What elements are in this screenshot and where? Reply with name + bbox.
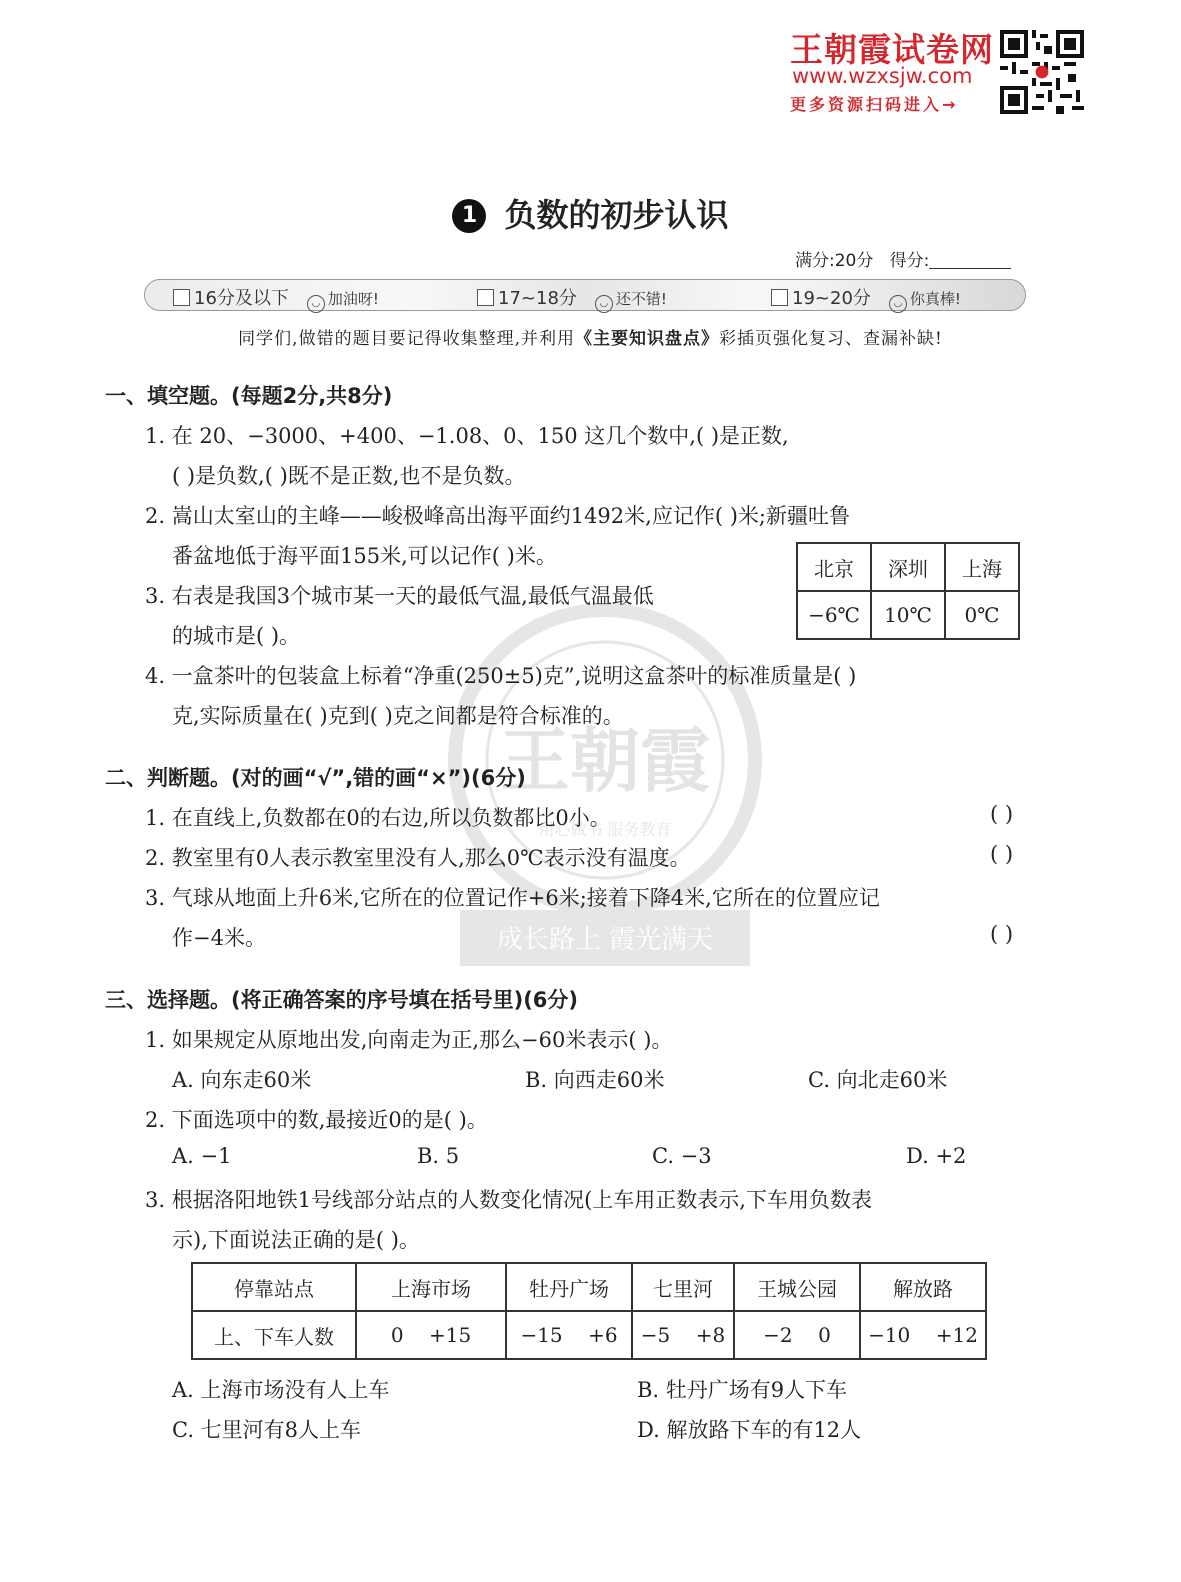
s3-q1-option-a: A. 向东走60米 bbox=[172, 1068, 312, 1092]
metro-station-table bbox=[191, 1262, 987, 1360]
table-header-cell: 上海市场 bbox=[356, 1263, 506, 1311]
table-row-label: 上、下车人数 bbox=[192, 1311, 356, 1359]
s1-q2-line1: 2. 嵩山太室山的主峰——峻极峰高出海平面约1492米,应记作( )米;新疆吐鲁 bbox=[145, 504, 850, 528]
table-header-cell: 牡丹广场 bbox=[506, 1263, 632, 1311]
score-label: 得分: bbox=[889, 251, 930, 271]
table-header-cell: 上海 bbox=[945, 543, 1019, 591]
checkbox[interactable] bbox=[173, 289, 190, 306]
s2-q3-line2: 作−4米。 bbox=[172, 926, 266, 950]
watermark-text-mid: 用心做书 服务教育 bbox=[538, 820, 672, 839]
grading-band bbox=[144, 279, 1026, 311]
section-3-heading: 三、选择题。(将正确答案的序号填在括号里)(6分) bbox=[105, 988, 579, 1012]
page-title bbox=[0, 190, 1181, 236]
brand-url[interactable]: www.wzxsjw.com bbox=[792, 64, 973, 88]
table-cell: 10℃ bbox=[871, 591, 945, 639]
city-temperature-table bbox=[796, 542, 1020, 640]
brand-title: 王朝霞试卷网 bbox=[790, 30, 994, 69]
s1-q2-line2: 番盆地低于海平面155米,可以记作( )米。 bbox=[172, 544, 557, 568]
s1-q3-line1: 3. 右表是我国3个城市某一天的最低气温,最低气温最低 bbox=[145, 584, 654, 608]
band-item-high bbox=[771, 284, 961, 313]
title-number-badge: 1 bbox=[452, 199, 486, 233]
s3-q3-line2: 示),下面说法正确的是( )。 bbox=[172, 1228, 420, 1252]
s2-q3-line1: 3. 气球从地面上升6米,它所在的位置记作+6米;接着下降4米,它所在的位置应记 bbox=[145, 886, 880, 910]
s1-q4-line2: 克,实际质量在( )克到( )克之间都是符合标准的。 bbox=[172, 704, 624, 728]
watermark-text-top: 王朝霞 bbox=[500, 719, 710, 802]
title-text: 负数的初步认识 bbox=[504, 196, 729, 234]
table-header-cell: 深圳 bbox=[871, 543, 945, 591]
s3-q3-option-b: B. 牡丹广场有9人下车 bbox=[637, 1378, 848, 1402]
table-header-cell: 王城公园 bbox=[734, 1263, 860, 1311]
table-cell: −15 +6 bbox=[506, 1311, 632, 1359]
s3-q3-option-d: D. 解放路下车的有12人 bbox=[637, 1418, 862, 1442]
notice-bold: 《主要知识盘点》 bbox=[574, 329, 719, 349]
score-blank[interactable] bbox=[929, 268, 1011, 269]
band-message: 加油呀! bbox=[327, 290, 379, 308]
s3-q3-line1: 3. 根据洛阳地铁1号线部分站点的人数变化情况(上车用正数表示,下车用负数表 bbox=[145, 1188, 872, 1212]
band-item-low bbox=[173, 284, 379, 313]
s3-q2-option-a: A. −1 bbox=[172, 1144, 232, 1168]
table-header-cell: 七里河 bbox=[632, 1263, 734, 1311]
checkbox[interactable] bbox=[771, 289, 788, 306]
s1-q4-line1: 4. 一盒茶叶的包装盒上标着“净重(250±5)克”,说明这盒茶叶的标准质量是( ) bbox=[145, 664, 857, 688]
table-cell: −5 +8 bbox=[632, 1311, 734, 1359]
thumbs-up-face-icon: ◡ bbox=[889, 295, 907, 313]
answer-paren[interactable]: ( ) bbox=[990, 842, 1014, 866]
s3-q2-option-c: C. −3 bbox=[652, 1144, 712, 1168]
answer-paren[interactable]: ( ) bbox=[990, 802, 1014, 826]
table-header-cell: 解放路 bbox=[860, 1263, 986, 1311]
band-range: 19~20分 bbox=[792, 288, 871, 309]
full-score: 满分:20分 bbox=[795, 251, 874, 271]
s3-q1: 1. 如果规定从原地出发,向南走为正,那么−60米表示( )。 bbox=[145, 1028, 673, 1052]
table-cell: −6℃ bbox=[797, 591, 871, 639]
table-row bbox=[192, 1263, 986, 1311]
band-item-mid bbox=[477, 284, 667, 313]
watermark-text-bottom: 成长路上 霞光满天 bbox=[496, 925, 714, 955]
band-message: 你真棒! bbox=[909, 290, 961, 308]
brand-tagline: 更多资源扫码进入→ bbox=[790, 95, 959, 114]
smile-face-icon: ◡ bbox=[595, 295, 613, 313]
table-row bbox=[192, 1311, 986, 1359]
section-2-heading: 二、判断题。(对的画“√”,错的画“×”)(6分) bbox=[105, 766, 526, 790]
table-cell: 0℃ bbox=[945, 591, 1019, 639]
s1-q1-line2: ( )是负数,( )既不是正数,也不是负数。 bbox=[172, 464, 526, 488]
score-line bbox=[795, 246, 1011, 271]
table-header-cell: 停靠站点 bbox=[192, 1263, 356, 1311]
band-range: 17~18分 bbox=[498, 288, 577, 309]
qr-code-icon[interactable] bbox=[1000, 30, 1084, 114]
table-row bbox=[797, 591, 1019, 639]
s1-q1-line1: 1. 在 20、−3000、+400、−1.08、0、150 这几个数中,( )是正数, bbox=[145, 424, 789, 448]
notice-text: 同学们,做错的题目要记得收集整理,并利用《主要知识盘点》彩插页强化复习、查漏补缺! bbox=[238, 329, 943, 349]
band-message: 还不错! bbox=[615, 290, 667, 308]
answer-paren[interactable]: ( ) bbox=[990, 922, 1014, 946]
s3-q3-option-c: C. 七里河有8人上车 bbox=[172, 1418, 362, 1442]
band-range: 16分及以下 bbox=[194, 288, 289, 309]
s3-q2: 2. 下面选项中的数,最接近0的是( )。 bbox=[145, 1108, 488, 1132]
s1-q3-line2: 的城市是( )。 bbox=[172, 624, 301, 648]
checkbox[interactable] bbox=[477, 289, 494, 306]
s3-q1-option-c: C. 向北走60米 bbox=[808, 1068, 948, 1092]
s2-q2: 2. 教室里有0人表示教室里没有人,那么0℃表示没有温度。 bbox=[145, 846, 691, 870]
s3-q2-option-d: D. +2 bbox=[906, 1144, 967, 1168]
table-cell: −2 0 bbox=[734, 1311, 860, 1359]
table-row bbox=[797, 543, 1019, 591]
table-cell: 0 +15 bbox=[356, 1311, 506, 1359]
table-header-cell: 北京 bbox=[797, 543, 871, 591]
section-1-heading: 一、填空题。(每题2分,共8分) bbox=[105, 384, 393, 408]
table-cell: −10 +12 bbox=[860, 1311, 986, 1359]
smile-face-icon: ◡ bbox=[307, 295, 325, 313]
s3-q3-option-a: A. 上海市场没有人上车 bbox=[172, 1378, 390, 1402]
s2-q1: 1. 在直线上,负数都在0的右边,所以负数都比0小。 bbox=[145, 806, 611, 830]
s3-q1-option-b: B. 向西走60米 bbox=[525, 1068, 665, 1092]
s3-q2-option-b: B. 5 bbox=[417, 1144, 460, 1168]
